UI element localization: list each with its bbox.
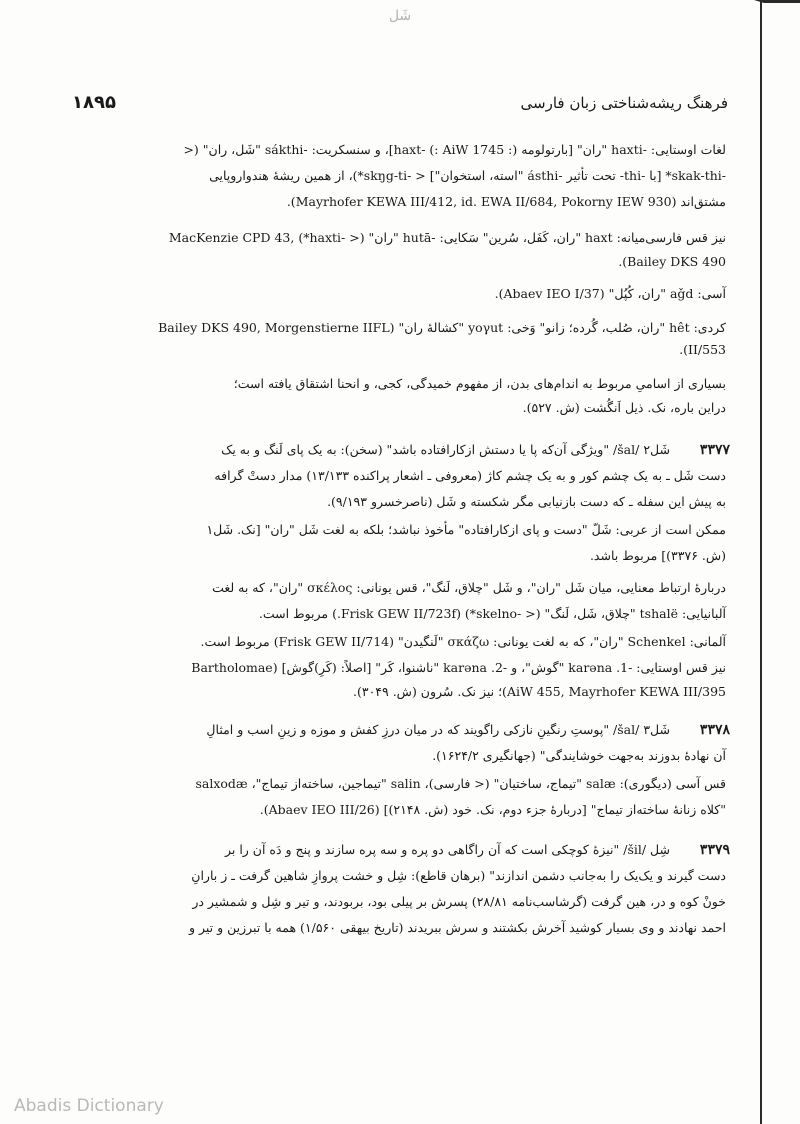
running-head: شَل — [388, 8, 412, 24]
text-line: کردی: hêt "ران، صُلب، گُرده؛ زانو" وَخی: yoγut "کشالهٔ ران" (Bailey DKS 490, Morgenstierne IIFL — [158, 320, 726, 335]
text-line: II/553). — [679, 342, 726, 357]
text-line: ممکن است از عربی: شَلّ "دست و پای ازکارافتاده" مأخوذ نباشد؛ بلکه به لغت شَل "ران" [نک. شَل۱ — [206, 522, 726, 537]
text-line: Bailey DKS 490). — [618, 254, 726, 269]
entry-number: ۳۳۷۷ — [699, 442, 730, 458]
text-line: دربارهٔ ارتباط معنایی، میان شَل "ران"، و شَل "چلاق، لَنگ"، قس یونانی: σκέλος "ران"، که به لغت — [212, 580, 726, 595]
page-header — [72, 92, 728, 118]
text-line: لغات اوستایی: -haxti "ران" [بارتولومه (: AiW 1745 :) -haxt]، و سنسکریت: -sákthi "شَل، ران" (< — [183, 142, 726, 157]
text-line: بسیاری از اسامیِ مربوط به اندام‌های بدن، از مفهوم خمیدگی، کجی، و انحنا اشتقاق یافته است؛ — [233, 376, 726, 391]
text-line: آسی: aǧd "ران، کُپُل" (Abaev IEO I/37). — [494, 286, 726, 301]
watermark: Abadis Dictionary — [14, 1096, 164, 1116]
page-number: ۱۸۹۵ — [72, 92, 116, 113]
text-line: احمد نهادند و وی بسیار کوشید آخرش بکشتند و سرش ببریدند (تاریخ بیهقی ۱/۵۶۰) همه با تبرزین و تیر و — [188, 920, 726, 935]
entry-3378 — [70, 718, 730, 742]
text-line: به پیش این سفله ـ که دست بازنیابی مگر شکسته و شَل (ناصرخسرو ۹/۱۹۳). — [327, 494, 726, 509]
text-line: آلبانیایی: tshalë "چلاق، شَل، لَنگ" (< -skelno*) (Frisk GEW II/723f.) مربوط است. — [258, 606, 726, 621]
text-line: قس آسی (دیگوری): salæ "تیماج، ساختیان" (< فارسی)، salin "تیماجین، ساخته‌از تیماج"، salxodæ — [195, 776, 726, 791]
text-line: دراین باره، نک. ذیل اَنگُشت (ش. ۵۲۷). — [522, 400, 726, 415]
entry-headword-line: شَل۳ /šal/ "پوستِ رنگینِ نازکی راگویند که در میان درزِ کفش و موزه و زینِ اسب و امثالِ — [206, 722, 670, 737]
entry-number: ۳۳۷۸ — [699, 722, 730, 738]
text-line: مشتق‌اند (Mayrhofer KEWA III/412, id. EWA II/684, Pokorny IEW 930). — [286, 194, 726, 209]
text-line: نیز قس اوستایی: -karəna .1 "گوش"، و -karəna .2 "ناشنوا، کَر" [اصلاً: (کَرِ)گوش] (Bartholomae — [191, 660, 726, 675]
text-line: -skak-thi* [با -thi- تحت تأثیر -ásthi "استه، استخوان"] < -skŋg-ti*)، از همین ریشهٔ هندواروپایی — [209, 168, 726, 183]
book-title: فرهنگ ریشه‌شناختی زبان فارسی — [520, 94, 728, 112]
text-line: "کلاه زنانهٔ ساخته‌از تیماج" [دربارهٔ جزء دوم، نک. خود (ش. ۲۱۴۸)] (Abaev IEO III/26). — [259, 802, 726, 817]
entry-headword-line: شِل /šil/ "نیزهٔ کوچکی است که آن راگاهی دو پره و سه پره سازند و پنج و دَه آن را بر — [224, 842, 670, 857]
entry-headword-line: شَل۲ /šal/ "ویژگی آن‌که پا یا دستش ازکارافتاده باشد" (سخن): به یک پای لَنگ و به یک — [221, 442, 670, 457]
entry-3379 — [70, 838, 730, 862]
text-line: دست شَل ـ به یک چشم کور و به یک چشم کاژ (معروفی ـ اشعار پراکنده ۱۳/۱۳۳) مدار دستْ گرافه — [214, 468, 726, 483]
text-line: خونْ کوه و در، هین گرفت (گرشاسب‌نامه ۲۸/۸۱) پسرش بر پیلی بود، بربودند، و تیر و شِل و شمشیر در — [192, 894, 726, 909]
text-line: آلمانی: Schenkel "ران"، که به لغت یونانی: σκάζω "لَنگیدن" (Frisk GEW II/714) مربوط است. — [200, 634, 726, 649]
text-line: نیز قس فارسی‌میانه: haxt "ران، کَفَل، سُرین" سَکایی: -hutā "ران" (< -haxti*) ,MacKenzie CPD 43 — [168, 230, 726, 245]
text-line: آن نهادهٔ بدوزند به‌جهت خوشایندگی" (جهانگیری ۱۶۲۴/۲). — [432, 748, 726, 763]
page-edge-line — [760, 0, 762, 1124]
text-line: دست گیرند و یک‌یک را به‌جانب دشمن اندازند" (برهان قاطع): شِل و خشت پروازِ شاهین گرفت ـ ز بارانِ — [191, 868, 726, 883]
text-line: AiW 455, Mayrhofer KEWA III/395)؛ نیز نک. سُرون (ش. ۳۰۴۹). — [353, 684, 726, 699]
entry-3377 — [70, 438, 730, 462]
text-line: (ش. ۳۳۷۶)] مربوط باشد. — [589, 548, 726, 563]
entry-number: ۳۳۷۹ — [699, 842, 730, 858]
